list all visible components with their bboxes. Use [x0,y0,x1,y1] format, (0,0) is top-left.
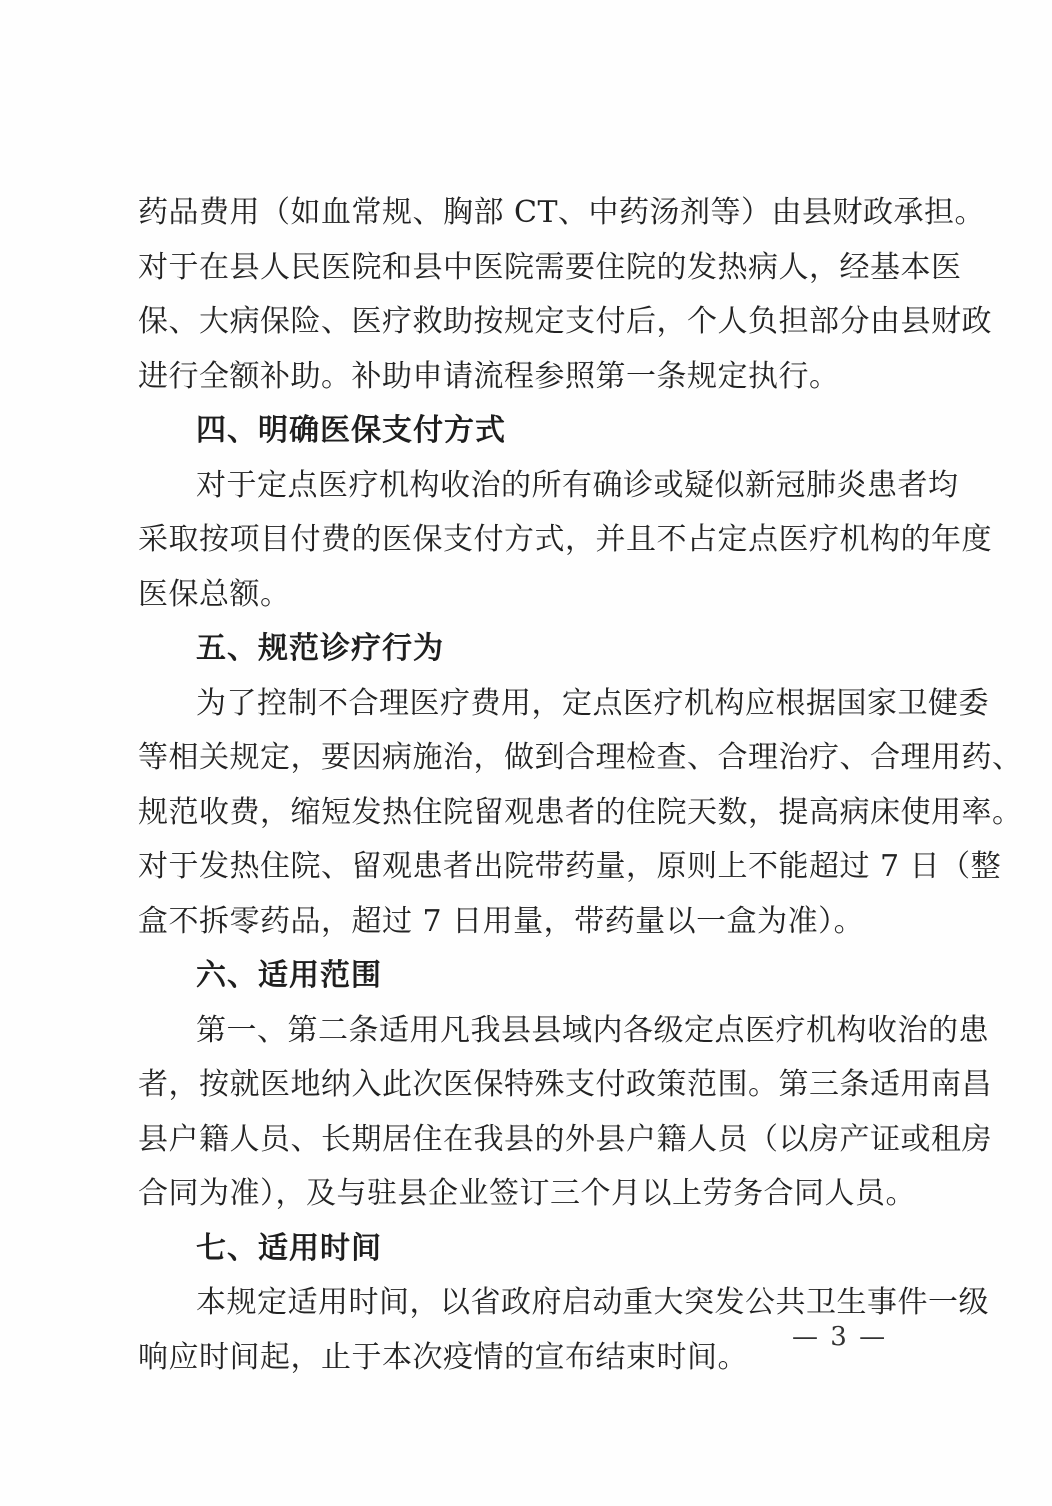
body-text-line: 合同为准），及与驻县企业签订三个月以上劳务合同人员。 [138,1176,916,1211]
body-text-line: 对于定点医疗机构收治的所有确诊或疑似新冠肺炎患者均 [196,467,959,503]
body-text-line: 进行全额补助。补助申请流程参照第一条规定执行。 [138,358,840,394]
body-text-line: 药品费用（如血常规、胸部 CT、中药汤剂等）由县财政承担。 [138,195,985,230]
section-heading: 七、适用时间 [196,1230,382,1266]
section-heading: 五、规范诊疗行为 [196,631,444,666]
body-text-line: 本规定适用时间，以省政府启动重大突发公共卫生事件一级 [196,1285,989,1320]
body-text-line: 规范收费，缩短发热住院留观患者的住院天数，提高病床使用率。 [138,794,1023,830]
body-text-line: 对于在县人民医院和县中医院需要住院的发热病人，经基本医 [138,249,962,285]
body-text-line: 采取按项目付费的医保支付方式，并且不占定点医疗机构的年度 [138,522,992,557]
document-body [138,186,1023,1385]
body-text-line: 响应时间起，止于本次疫情的宣布结束时间。 [138,1339,748,1375]
body-text-line: 者，按就医地纳入此次医保特殊支付政策范围。第三条适用南昌 [138,1067,992,1102]
body-text-line: 为了控制不合理医疗费用，定点医疗机构应根据国家卫健委 [196,685,989,721]
body-text-line: 对于发热住院、留观患者出院带药量，原则上不能超过 7 日（整 [138,849,1002,884]
section-heading: 六、适用范围 [196,958,382,993]
body-text-line: 等相关规定，要因病施治，做到合理检查、合理治疗、合理用药、 [138,740,1023,775]
body-text-line: 医保总额。 [138,576,291,612]
page-number: — 3 — [792,1322,888,1352]
body-text-line: 盒不拆零药品，超过 7 日用量，带药量以一盒为准）。 [138,903,865,939]
body-text-line: 第一、第二条适用凡我县县域内各级定点医疗机构收治的患 [196,1012,989,1048]
body-text-line: 县户籍人员、长期居住在我县的外县户籍人员（以房产证或租房 [138,1121,992,1157]
section-heading: 四、明确医保支付方式 [196,413,506,448]
body-text-line: 保、大病保险、医疗救助按规定支付后，个人负担部分由县财政 [138,304,992,339]
